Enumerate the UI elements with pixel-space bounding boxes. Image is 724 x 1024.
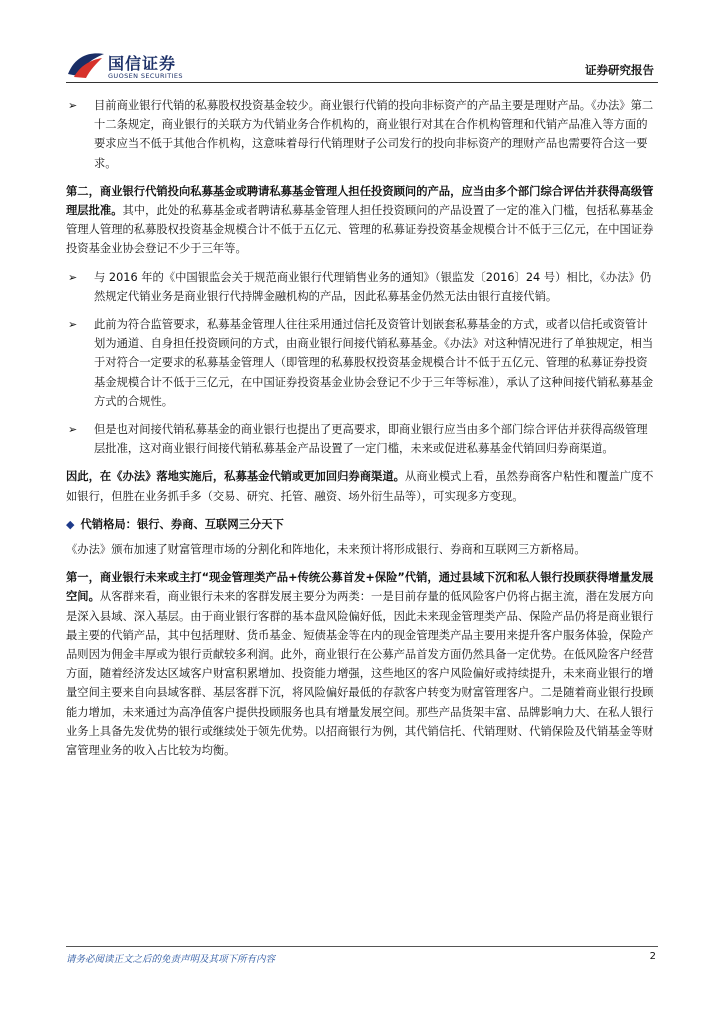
- diamond-bullet-icon: ◆: [66, 517, 75, 531]
- paragraph: [66, 182, 658, 259]
- bullet-text: 目前商业银行代销的私募股权投资基金较少。商业银行代销的投向非标资产的产品主要是理财产品。《办法》第二十二条规定，商业银行的关联方为代销业务合作机构的，商业银行对其在合作机构管理和代销产品准入等方面的要求应当不低于其他合作机构，这意味着母行代销理财子公司发行的投向非标资产的理财产品也需要符合这一要求。: [94, 99, 654, 170]
- page-header: [0, 0, 724, 84]
- footer-divider: [66, 946, 658, 947]
- paragraph-text: 从客群来看，商业银行未来的客群发展主要分为两类：一是目前存量的低风险客户仍将占据主流，潜在发展方向是深入县域、深入基层。由于商业银行客群的基本盘风险偏好低，因此未来现金管理类产品、保险产品仍将是商业银行最主要的代销产品，其中包括理财、货币基金、短债基金等在内的现金管理类产品主要用来提升客户服务体验，保险产品则因为佣金丰厚或为银行贡献较多利润。此外，商业银行在公募产品首发方面仍然具备一定优势。在低风险客户经营方面，随着经济发达区域客户财富积累增加、投资能力增强，这些地区的客户风险偏好或持续提升，未来商业银行的增量空间主要来自向县域客群、基层客群下沉，将风险偏好最低的存款客户转变为财富管理客户。二是随着商业银行投顾能力增加，未来通过为高净值客户提供投顾服务也具有增量发展空间。那些产品货架丰富、品牌影响力大、在私人银行业务上具备先发优势的银行或继续处于领先优势。以招商银行为例，其代销信托、代销理财、代销保险及代销基金等财富管理业务的收入占比较为均衡。: [66, 590, 654, 758]
- paragraph-lead: 第二，商业银行代销投向私募基金或聘请私募基金管理人担任投资顾问的产品，应当由多个部门综合评估并获得高级管理层批准。: [66, 184, 654, 218]
- bullet-text: 此前为符合监管要求，私募基金管理人往往采用通过信托及资管计划嵌套私募基金的方式，或者以信托或资管计划为通道、自身担任投资顾问的方式，由商业银行间接代销私募基金。《办法》对这种情况进行了单独规定，相当于对符合一定要求的私募基金管理人（即管理的私募股权投资基金规模合计不低于五亿元、管理的私募证券投资基金规模合计不低于三亿元，在中国证券投资基金业协会登记不少于三年等标准），承认了这种间接代销私募基金方式的合规性。: [94, 318, 654, 408]
- arrow-bullet-icon: ➢: [68, 99, 78, 112]
- logo-chinese-name: 国信证券: [108, 54, 177, 73]
- bullet-item: [66, 315, 658, 411]
- arrow-bullet-icon: ➢: [68, 270, 78, 284]
- logo-english-name: GUOSEN SECURITIES: [108, 72, 183, 80]
- paragraph-text: 《办法》颁布加速了财富管理市场的分割化和阵地化，未来预计将形成银行、券商和互联网三方新格局。: [66, 543, 586, 557]
- bullet-text: 但是也对间接代销私募基金的商业银行也提出了更高要求，即商业银行应当由多个部门综合评估并获得高级管理层批准，这对商业银行间接代销私募基金产品设置了一定门槛，未来或促进私募基金代销回归券商渠道。: [94, 423, 648, 456]
- paragraph-text: 从商业模式上看，虽然券商客户粘性和覆盖广度不如银行，但胜在业务抓手多（交易、研究、托管、融资、场外衍生品等），可实现多方变现。: [66, 470, 654, 503]
- bullet-item: [66, 268, 658, 306]
- section-heading: [66, 515, 658, 534]
- section-heading-text: 代销格局：银行、券商、互联网三分天下: [80, 517, 284, 531]
- paragraph: [66, 540, 658, 559]
- paragraph-lead: 因此，在《办法》落地实施后，私募基金代销或更加回归券商渠道。: [66, 470, 405, 484]
- report-type-label: 证券研究报告: [585, 63, 654, 77]
- page-number: 2: [649, 951, 656, 962]
- header-divider: [66, 82, 658, 83]
- document-body: [66, 96, 658, 769]
- paragraph: [66, 568, 658, 760]
- arrow-bullet-icon: ➢: [68, 318, 78, 332]
- guosen-logo-icon: [66, 50, 106, 80]
- bullet-text: 与 2016 年的《中国银监会关于规范商业银行代理销售业务的通知》（银监发〔2016〕24 号）相比，《办法》仍然规定代销业务是商业银行代持牌金融机构的产品，因此私募基金仍然无法由银行直接代销。: [94, 270, 652, 303]
- bullet-item: [66, 96, 658, 173]
- paragraph-lead: 第一，商业银行未来或主打“现金管理类产品+传统公募首发+保险”代销，通过县域下沉和私人银行投顾获得增量发展空间。: [66, 571, 654, 604]
- paragraph: [66, 467, 658, 505]
- disclaimer-note: 请务必阅读正文之后的免责声明及其项下所有内容: [66, 954, 276, 965]
- bullet-item: [66, 420, 658, 458]
- guosen-logo: [66, 50, 206, 84]
- arrow-bullet-icon: ➢: [68, 423, 78, 437]
- paragraph-text: 其中，此处的私募基金或者聘请私募基金管理人担任投资顾问的产品设置了一定的准入门槛，包括私募基金管理人管理的私募股权投资基金规模合计不低于五亿元、管理的私募证券投资基金规模合计不低于三亿元，在中国证券投资基金业协会登记不少于三年等。: [66, 204, 654, 256]
